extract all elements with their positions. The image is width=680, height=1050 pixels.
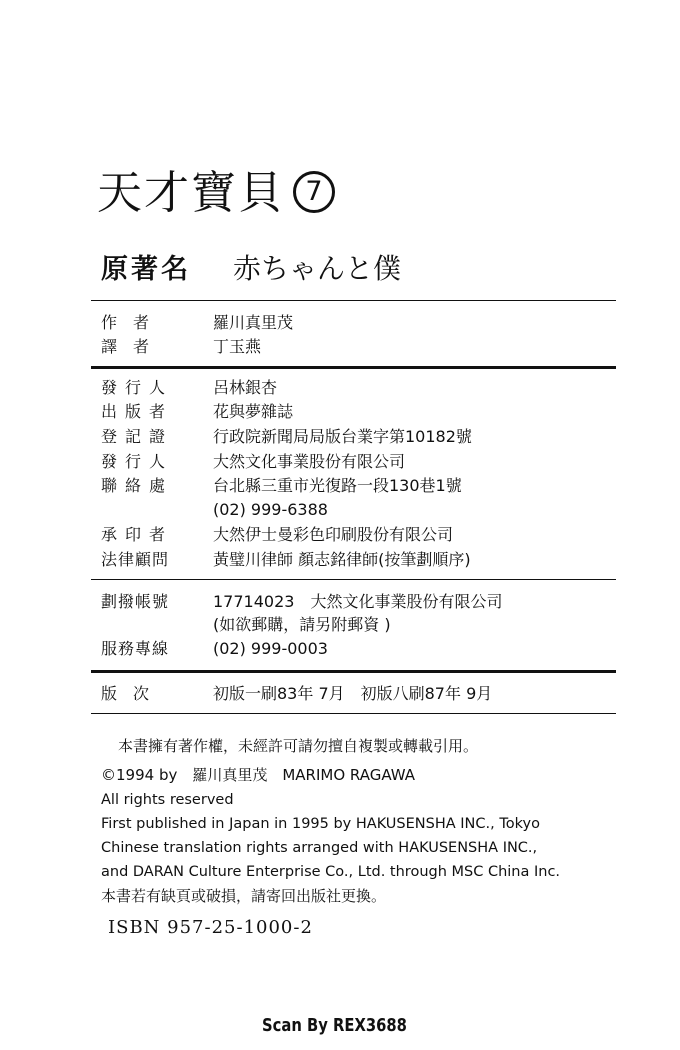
credit-translator-value: 丁玉燕 bbox=[213, 337, 262, 356]
payment-value: 17714023 大然文化事業股份有限公司 bbox=[213, 592, 503, 611]
publishing-label: 承印者 bbox=[101, 525, 174, 544]
credit-author-label: 作 者 bbox=[101, 313, 150, 332]
publishing-value: 黃璧川律師 顏志銘律師(按筆劃順序) bbox=[213, 550, 471, 569]
original-title-label: 原著名 bbox=[101, 254, 191, 285]
publishing-row bbox=[101, 549, 471, 571]
copyright-line: and DARAN Culture Enterprise Co., Ltd. through MSC China Inc. bbox=[101, 864, 561, 880]
edition-row bbox=[101, 683, 492, 705]
publishing-value: 呂林銀杏 bbox=[213, 378, 278, 397]
publishing-label: 聯絡處 bbox=[101, 476, 174, 495]
payment-label: 劃撥帳號 bbox=[101, 592, 170, 611]
publishing-label: 登記證 bbox=[101, 427, 174, 446]
payment-row bbox=[101, 591, 502, 613]
publishing-row bbox=[101, 524, 453, 546]
divider bbox=[91, 300, 616, 301]
title-text: 天才寶貝 bbox=[97, 166, 286, 219]
volume-number-badge: 7 bbox=[293, 171, 335, 213]
publishing-label: 法律顧問 bbox=[101, 550, 170, 569]
publishing-value: 行政院新聞局局版台業字第10182號 bbox=[213, 427, 472, 446]
divider bbox=[91, 670, 616, 673]
publishing-value: 台北縣三重市光復路一段130巷1號 bbox=[213, 476, 462, 495]
publishing-value: 花與夢雜誌 bbox=[213, 402, 294, 421]
payment-label: 服務專線 bbox=[101, 639, 170, 658]
copyright-notice: 本書擁有著作權，未經許可請勿擅自複製或轉載引用。 bbox=[118, 737, 479, 755]
publishing-row bbox=[101, 377, 277, 399]
publishing-row bbox=[101, 451, 405, 473]
copyright-line: Chinese translation rights arranged with HAKUSENSHA INC., bbox=[101, 840, 538, 856]
payment-row bbox=[101, 614, 391, 636]
publishing-value: (02) 999-6388 bbox=[213, 500, 328, 519]
edition-value: 初版一刷83年 7月 初版八刷87年 9月 bbox=[213, 684, 493, 703]
book-title bbox=[97, 164, 335, 222]
edition-label: 版 次 bbox=[101, 684, 150, 703]
credit-author-value: 羅川真里茂 bbox=[213, 313, 294, 332]
publishing-label: 出版者 bbox=[101, 402, 174, 421]
publishing-label: 發行人 bbox=[101, 452, 174, 471]
payment-row bbox=[101, 638, 328, 660]
publishing-row bbox=[101, 499, 328, 521]
copyright-line: First published in Japan in 1995 by HAKUSENSHA INC., Tokyo bbox=[101, 816, 540, 832]
divider bbox=[91, 713, 616, 714]
original-title bbox=[101, 250, 401, 289]
credit-author bbox=[101, 312, 293, 334]
publishing-row bbox=[101, 475, 462, 497]
publishing-value: 大然文化事業股份有限公司 bbox=[213, 452, 406, 471]
payment-value: (02) 999-0003 bbox=[213, 639, 328, 658]
scan-credit: Scan By REX3688 bbox=[262, 1015, 407, 1036]
publishing-label: 發行人 bbox=[101, 378, 174, 397]
payment-value: (如欲郵購，請另附郵資 ) bbox=[213, 615, 391, 634]
publishing-value: 大然伊士曼彩色印刷股份有限公司 bbox=[213, 525, 454, 544]
publishing-row bbox=[101, 426, 472, 448]
publishing-row bbox=[101, 401, 293, 423]
divider bbox=[91, 366, 616, 369]
divider bbox=[91, 579, 616, 580]
copyright-line: 本書若有缺頁或破損，請寄回出版社更換。 bbox=[101, 887, 387, 905]
credit-translator bbox=[101, 336, 261, 358]
copyright-line: ©1994 by 羅川真里茂 MARIMO RAGAWA bbox=[101, 766, 416, 784]
credit-translator-label: 譯 者 bbox=[101, 337, 150, 356]
original-title-value: 赤ちゃんと僕 bbox=[233, 252, 402, 285]
isbn-number: ISBN 957-25-1000-2 bbox=[108, 917, 313, 938]
copyright-line: All rights reserved bbox=[101, 792, 234, 808]
